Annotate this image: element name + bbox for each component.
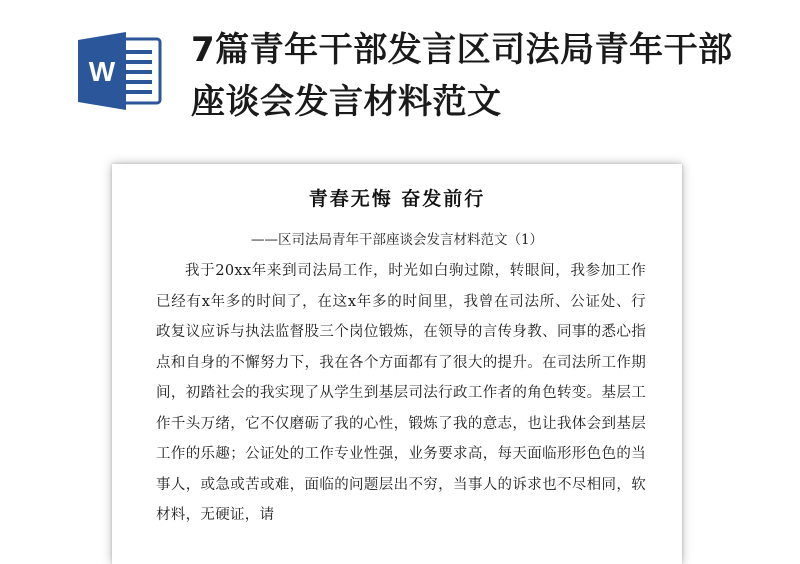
word-document-icon [76, 30, 164, 112]
document-subtitle: ——区司法局青年干部座谈会发言材料范文（1） [250, 232, 544, 248]
document-body-paragraph: 我于20xx年来到司法局工作，时光如白驹过隙，转眼间，我参加工作已经有x年多的时间了，在这x年多的时间里，我曾在司法所、公证处、行政复议应诉与执法监督股三个岗位锻炼，在领导的言传身教、同事的悉心指点和自身的不懈努力下，我在各个方面都有了很大的提升。在司法所工作期间，初踏社会的我实现了从学生到基层司法行政工作者的角色转变。基层工作千头万绪，它不仅磨砺了我的心性，锻炼了我的意志，也让我体会到基层工作的乐趣；公证处的工作专业性强，业务要求高，每天面临形形色色的当事人，或急或苦或难，面临的问题层出不穷，当事人的诉求也不尽相同，软材料，无硬证，请 [156, 263, 646, 523]
page-header [0, 0, 800, 150]
document-title: 青春无悔 奋发前行 [308, 188, 486, 210]
word-icon-letter: W [88, 56, 116, 87]
page-title: 7篇青年干部发言区司法局青年干部座谈会发言材料范文 [191, 30, 733, 122]
document-page-preview [112, 164, 682, 564]
